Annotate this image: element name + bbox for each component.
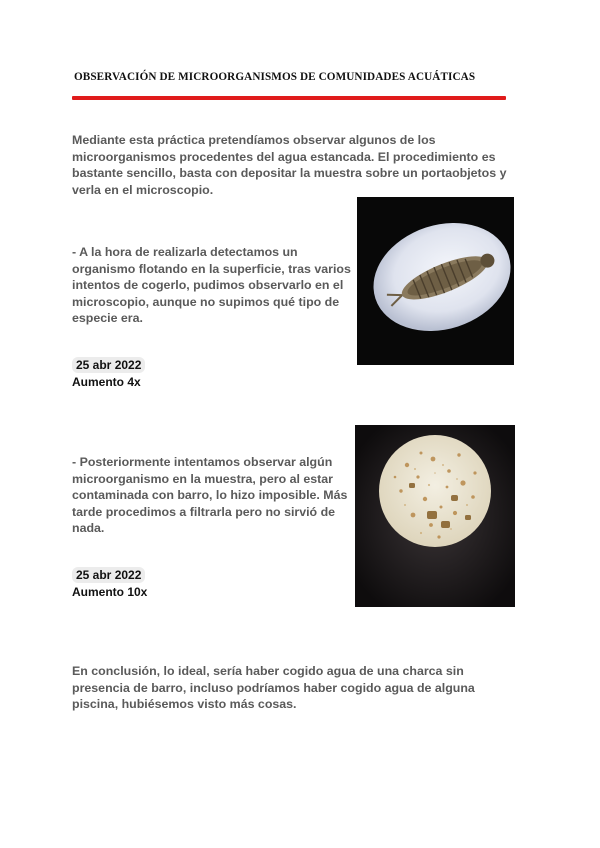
observation-1-date: 25 abr 2022 xyxy=(72,357,145,373)
observation-1-magnification: Aumento 4x xyxy=(72,375,141,389)
observation-2-text: - Posteriormente intentamos observar algún microorganismo en la muestra, pero al estar contaminada con barro, lo hizo imposible. Más tarde procedimos a filtrarla pero no sirvió de nada. xyxy=(72,455,348,535)
page-title: OBSERVACIÓN DE MICROORGANISMOS DE COMUNIDADES ACUÁTICAS xyxy=(74,71,476,83)
observation-2-magnification: Aumento 10x xyxy=(72,585,148,599)
microscope-photo-10x xyxy=(355,425,515,607)
conclusion-paragraph: En conclusión, lo ideal, sería haber cogido agua de una charca sin presencia de barro, incluso podríamos haber cogido agua de alguna piscina, hubiésemos visto más cosas. xyxy=(72,664,475,711)
observation-2-date: 25 abr 2022 xyxy=(72,567,145,583)
intro-paragraph: Mediante esta práctica pretendíamos observar algunos de los microorganismos procedentes del agua estancada. El procedimiento es bastante sencillo, basta con depositar la muestra sobre un portaobjetos y verla en el microscopio. xyxy=(72,133,507,197)
observation-1-text: - A la hora de realizarla detectamos un organismo flotando en la superficie, tras varios intentos de cogerlo, pudimos observarlo en el microscopio, aunque no supimos qué tipo de especie era. xyxy=(72,245,351,325)
title-underline xyxy=(72,96,506,100)
microscope-photo-4x xyxy=(357,197,514,365)
